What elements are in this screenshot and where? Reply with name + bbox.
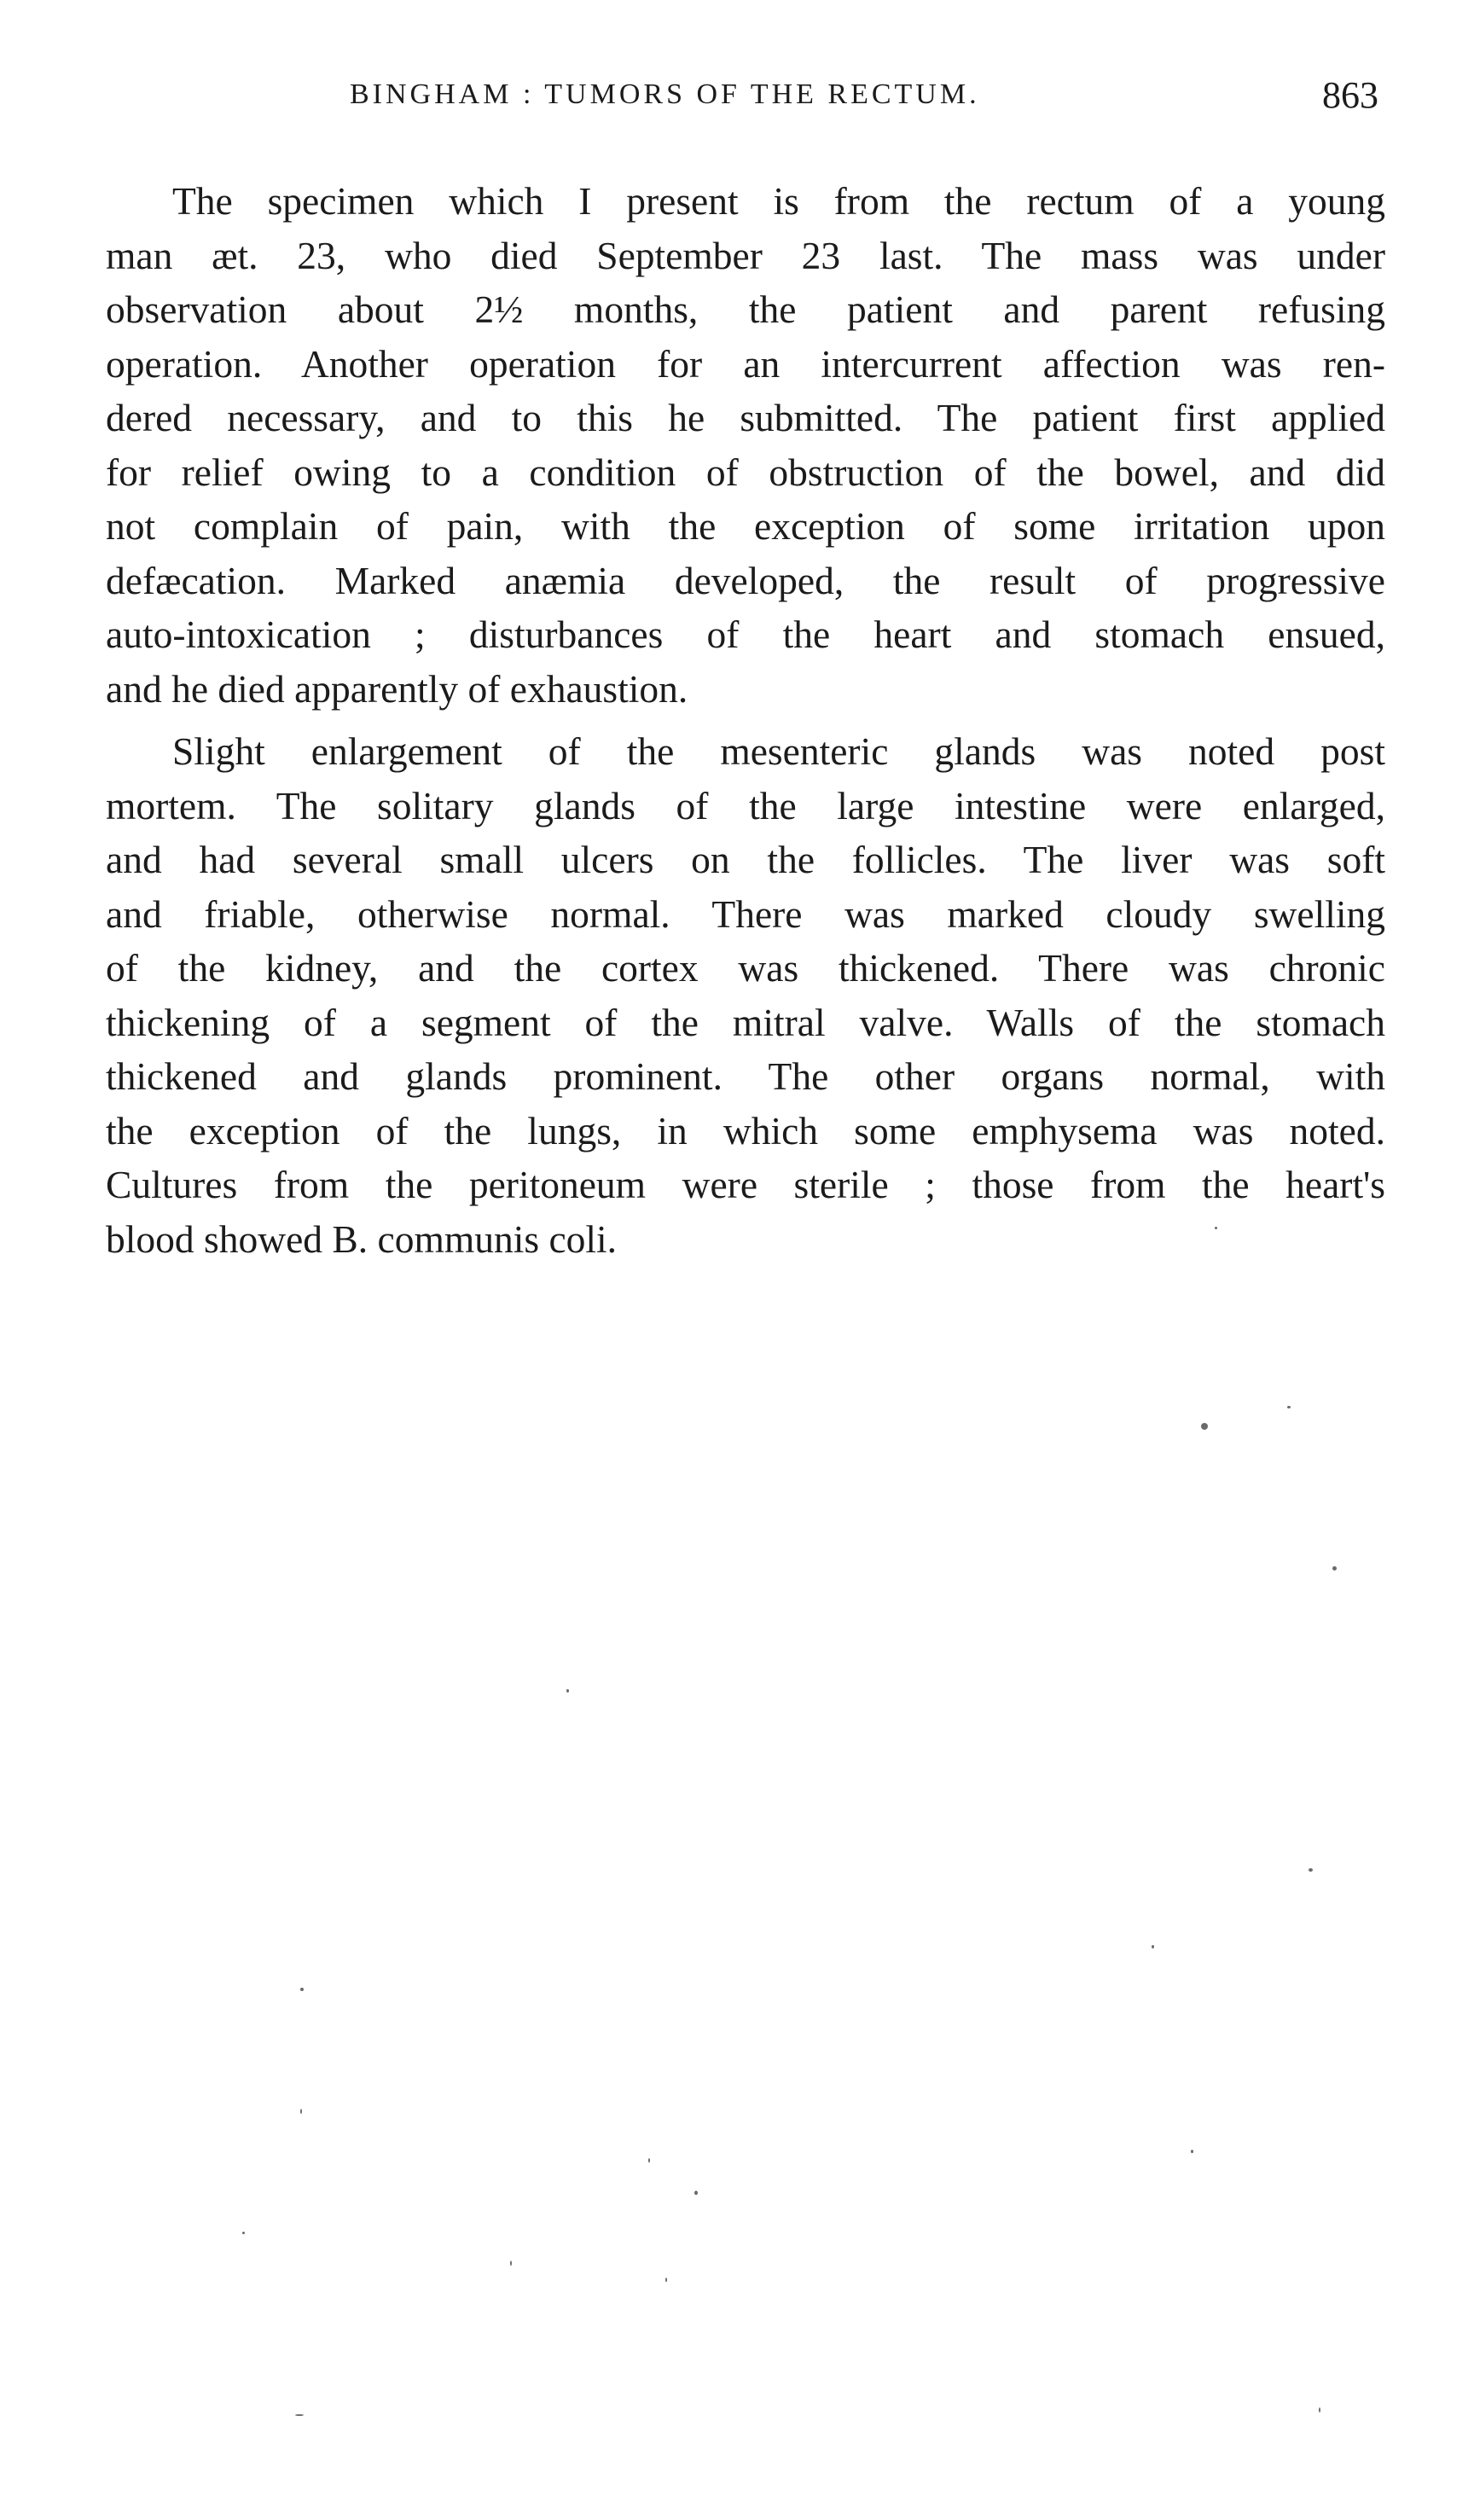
scan-speck [1287, 1406, 1291, 1408]
text-line: dered necessary, and to this he submitted. The patient first applied [106, 396, 1385, 439]
text-line: observation about 2½ months, the patient and parent refusing [106, 287, 1385, 331]
scan-speck [300, 2109, 302, 2114]
text-line: Slight enlargement of the mesenteric glands was noted post [172, 729, 1385, 773]
paragraph-specimen-history [106, 174, 1385, 716]
text-line: the exception of the lungs, in which some emphysema was noted. [106, 1108, 1385, 1153]
text-line: and friable, otherwise normal. There was marked cloudy swelling [106, 891, 1385, 936]
body-text [106, 174, 1385, 1266]
scan-speck [1201, 1423, 1208, 1430]
text-line: man æt. 23, who died September 23 last. The mass was under [106, 233, 1385, 277]
text-line: thickening of a segment of the mitral valve. Walls of the stomach [106, 1000, 1385, 1044]
text-line: operation. Another operation for an intercurrent affection was ren- [106, 341, 1385, 386]
scan-speck [300, 1988, 304, 1991]
text-line: defæcation. Marked anæmia developed, the result of progressive [106, 558, 1385, 602]
scan-speck [1332, 1566, 1337, 1571]
scan-speck [1309, 1868, 1313, 1872]
scan-speck [1319, 2407, 1320, 2413]
scan-speck [694, 2191, 698, 2195]
scan-speck [648, 2158, 650, 2163]
text-line: auto-intoxication ; disturbances of the heart and stomach ensued, [106, 613, 1385, 656]
text-line: Cultures from the peritoneum were sterile ; those from the heart's [106, 1163, 1385, 1206]
scan-speck [510, 2261, 512, 2266]
text-line: blood showed B. communis coli. [106, 1216, 618, 1261]
paragraph-post-mortem-findings [106, 724, 1385, 1266]
text-line: and he died apparently of exhaustion. [106, 666, 688, 711]
scan-speck [242, 2232, 245, 2234]
text-line: for relief owing to a condition of obstruction of the bowel, and did [106, 450, 1385, 494]
scan-speck [665, 2278, 667, 2282]
scan-speck [566, 1689, 569, 1693]
text-line: of the kidney, and the cortex was thickened. There was chronic [106, 946, 1385, 990]
text-line: mortem. The solitary glands of the large intestine were enlarged, [106, 783, 1385, 827]
text-line: The specimen which I present is from the rectum of a young [172, 179, 1385, 223]
scan-speck [1191, 2150, 1193, 2153]
scan-speck [1215, 1227, 1217, 1229]
text-line: thickened and glands prominent. The other organs normal, with [106, 1054, 1385, 1098]
paragraph-gap [106, 716, 1385, 724]
text-line: and had several small ulcers on the follicles. The liver was soft [106, 838, 1385, 881]
scan-speck [1152, 1945, 1154, 1948]
running-title: BINGHAM : TUMORS OF THE RECTUM. [350, 78, 980, 110]
scan-speck [295, 2414, 304, 2416]
page-number: 863 [1322, 74, 1378, 116]
text-line: not complain of pain, with the exception of some irritation upon [106, 504, 1385, 548]
